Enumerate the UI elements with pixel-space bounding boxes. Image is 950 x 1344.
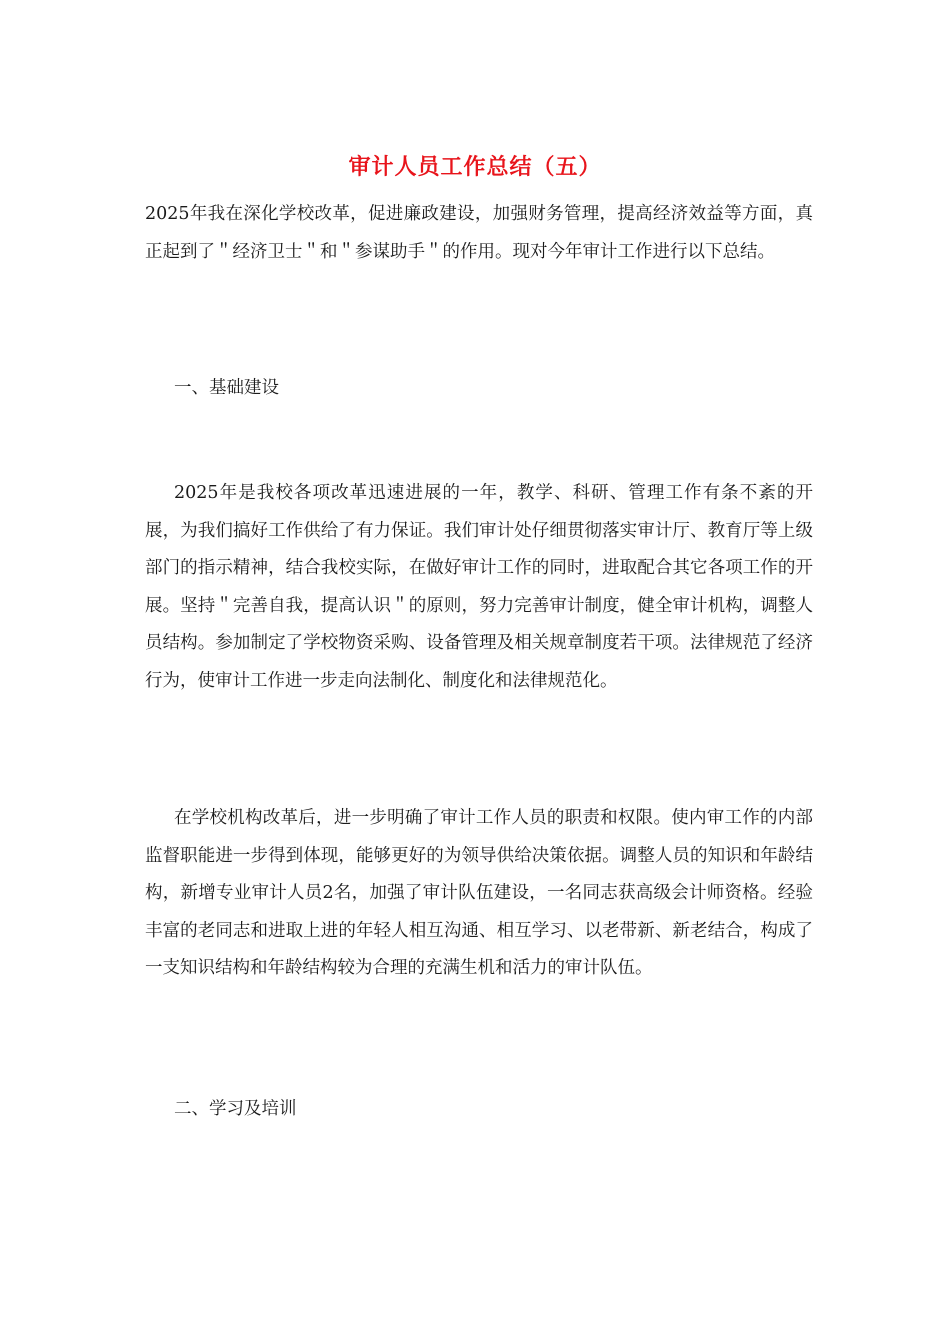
section-heading-study-training: 二、学习及培训 [174, 1099, 297, 1119]
section1-paragraph-1: 2025年是我校各项改革迅速进展的一年，教学、科研、管理工作有条不紊的开展，为我们搞好工作供给了有力保证。我们审计处仔细贯彻落实审计厅、教育厅等上级部门的指示精神，结合我校实际，在做好审计工作的同时，进取配合其它各项工作的开展。坚持＂完善自我，提高认识＂的原则，努力完善审计制度，健全审计机构，调整人员结构。参加制定了学校物资采购、设备管理及相关规章制度若干项。法律规范了经济行为，使审计工作进一步走向法制化、制度化和法律规范化。 [145, 483, 813, 691]
section1-paragraph-2: 在学校机构改革后，进一步明确了审计工作人员的职责和权限。使内审工作的内部监督职能进一步得到体现，能够更好的为领导供给决策依据。调整人员的知识和年龄结构，新增专业审计人员2名，加强了审计队伍建设，一名同志获高级会计师资格。经验丰富的老同志和进取上进的年轻人相互沟通、相互学习、以老带新、新老结合，构成了一支知识结构和年龄结构较为合理的充满生机和活力的审计队伍。 [145, 808, 813, 978]
document-title: 审计人员工作总结（五） [348, 155, 602, 180]
intro-paragraph: 2025年我在深化学校改革，促进廉政建设，加强财务管理，提高经济效益等方面，真正起到了＂经济卫士＂和＂参谋助手＂的作用。现对今年审计工作进行以下总结。 [145, 204, 813, 262]
section-heading-basic-construction: 一、基础建设 [174, 378, 279, 398]
